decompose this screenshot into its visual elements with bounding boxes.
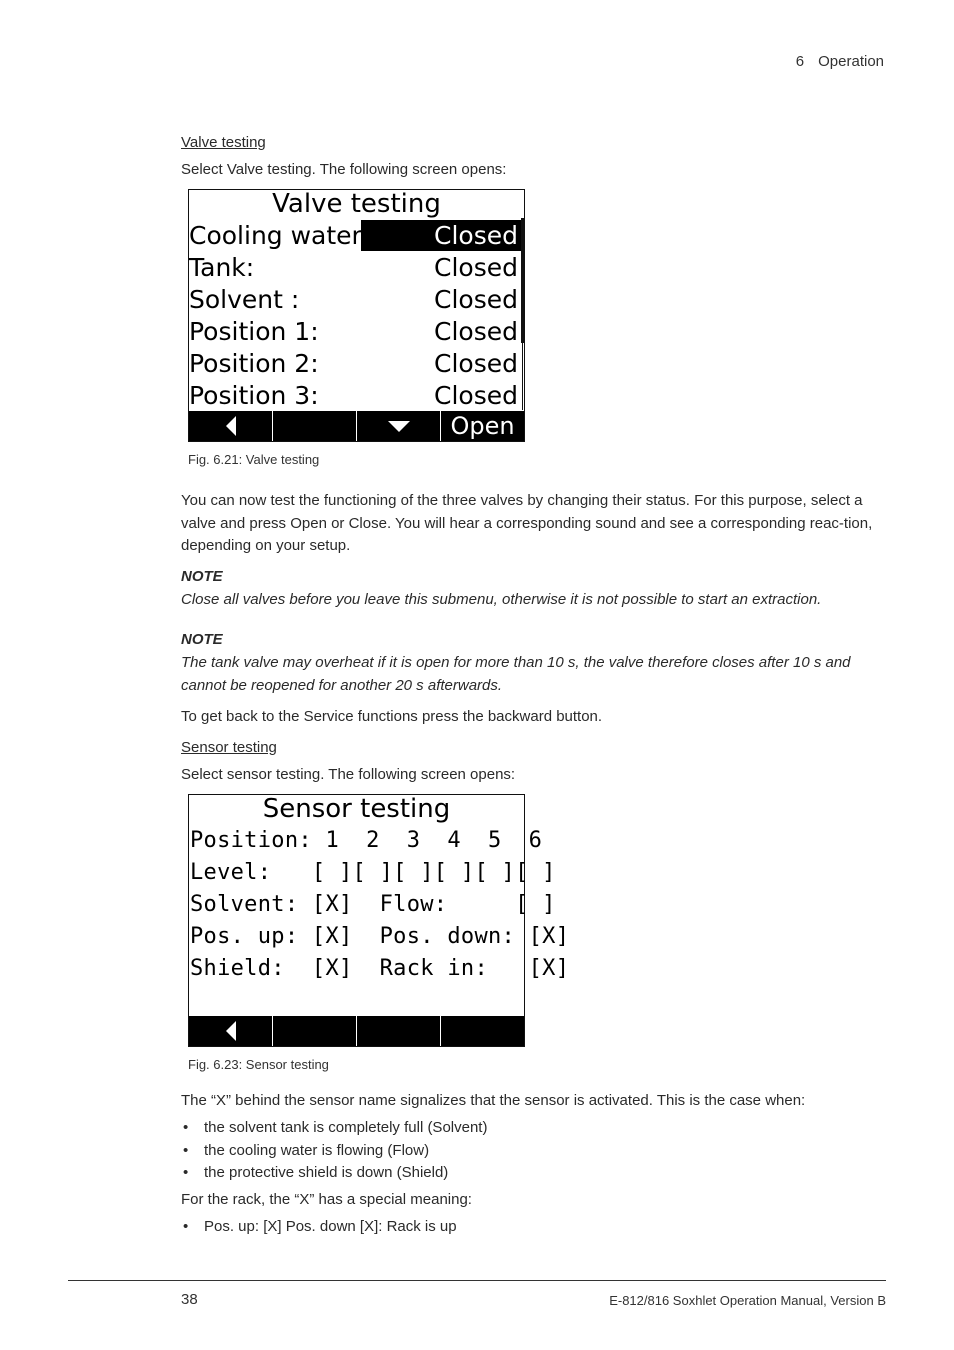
figure-caption: Fig. 6.21: Valve testing (188, 452, 320, 467)
sensor-testing-screen (188, 794, 570, 1047)
back-softkey[interactable] (189, 1016, 272, 1046)
valve-status: Closed (434, 381, 518, 410)
valve-testing-subheading: Valve testing (181, 134, 266, 151)
empty-softkey[interactable] (272, 1016, 356, 1046)
valve-paragraph: You can now test the functioning of the three valves by changing their status. For this purpose, select a valve and press Open or Close. You will hear a corresponding sound and see a corresponding reac-tion, depending on your setup. (181, 492, 873, 554)
down-softkey[interactable] (356, 411, 440, 441)
valve-label: Position 2: (189, 349, 319, 378)
footer-divider (68, 1280, 886, 1281)
sensor-row-position: Position: 1 2 3 4 5 6 (190, 828, 543, 853)
open-softkey[interactable]: Open (440, 411, 524, 441)
back-instruction: To get back to the Service functions press the backward button. (181, 708, 603, 725)
scrollbar-track (522, 343, 523, 410)
document-title: E-812/816 Soxhlet Operation Manual, Version B (609, 1293, 886, 1308)
list-item: • Pos. up: [X] Pos. down [X]: Rack is up (181, 1216, 457, 1239)
chapter-title: Operation (818, 53, 884, 70)
empty-softkey[interactable] (272, 411, 356, 441)
sensor-row-shield-rack: Shield: [X] Rack in: [X] (190, 956, 570, 981)
softkey-bar (189, 1016, 524, 1046)
valve-row-position-1[interactable] (189, 316, 521, 347)
valve-label: Position 3: (189, 381, 319, 410)
note-heading: NOTE (181, 568, 223, 585)
arrow-down-icon (388, 421, 410, 432)
screen-title: Valve testing (272, 189, 441, 219)
sensor-paragraph: The “X” behind the sensor name signalizes that the sensor is activated. This is the case when: (181, 1092, 806, 1109)
sensor-row-position-up-down: Pos. up: [X] Pos. down: [X] (190, 924, 570, 949)
sensor-bullet-list (181, 1117, 487, 1185)
back-softkey[interactable] (189, 411, 272, 441)
valve-label: Cooling water: (189, 221, 370, 250)
rack-paragraph: For the rack, the “X” has a special meaning: (181, 1191, 472, 1208)
sensor-testing-subheading: Sensor testing (181, 739, 277, 756)
valve-testing-screen (188, 189, 525, 442)
valve-label: Tank: (189, 253, 255, 282)
valve-status: Closed (434, 285, 518, 314)
valve-testing-intro: Select Valve testing. The following screen opens: (181, 161, 507, 178)
arrow-left-icon (226, 1021, 236, 1041)
valve-row-solvent[interactable] (189, 284, 521, 315)
valve-row-tank[interactable] (189, 252, 521, 283)
empty-softkey[interactable] (356, 1016, 440, 1046)
valve-status: Closed (434, 253, 518, 282)
valve-row-position-3[interactable] (189, 380, 521, 411)
scrollbar-thumb[interactable] (521, 218, 524, 343)
sensor-row-level: Level: [ ][ ][ ][ ][ ][ ] (190, 860, 556, 885)
valve-status: Closed (434, 221, 518, 250)
note-heading: NOTE (181, 631, 223, 648)
rack-bullet-list (181, 1216, 457, 1239)
valve-row-position-2[interactable] (189, 348, 521, 379)
valve-status: Closed (434, 317, 518, 346)
softkey-bar (189, 411, 524, 441)
screen-title: Sensor testing (262, 794, 451, 824)
arrow-left-icon (226, 416, 236, 436)
list-item: • the cooling water is flowing (Flow) (181, 1140, 487, 1163)
valve-row-cooling-water[interactable] (189, 220, 521, 251)
valve-status: Closed (434, 349, 518, 378)
sensor-testing-intro: Select sensor testing. The following screen opens: (181, 766, 516, 783)
list-item: • the protective shield is down (Shield) (181, 1162, 487, 1185)
note-text: The tank valve may overheat if it is open for more than 10 s, the valve therefore closes after 10 s and cannot be reopened for another 20 s afterwards. (181, 654, 851, 694)
list-item: • the solvent tank is completely full (Solvent) (181, 1117, 487, 1140)
chapter-number: 6 (795, 53, 805, 70)
empty-softkey[interactable] (440, 1016, 524, 1046)
valve-label: Position 1: (189, 317, 319, 346)
page-number: 38 (181, 1291, 198, 1308)
valve-label: Solvent : (189, 285, 300, 314)
running-header (796, 53, 884, 70)
figure-caption: Fig. 6.23: Sensor testing (188, 1057, 329, 1072)
sensor-row-solvent-flow: Solvent: [X] Flow: [ ] (190, 892, 556, 917)
note-text: Close all valves before you leave this submenu, otherwise it is not possible to start an extraction. (181, 591, 822, 608)
